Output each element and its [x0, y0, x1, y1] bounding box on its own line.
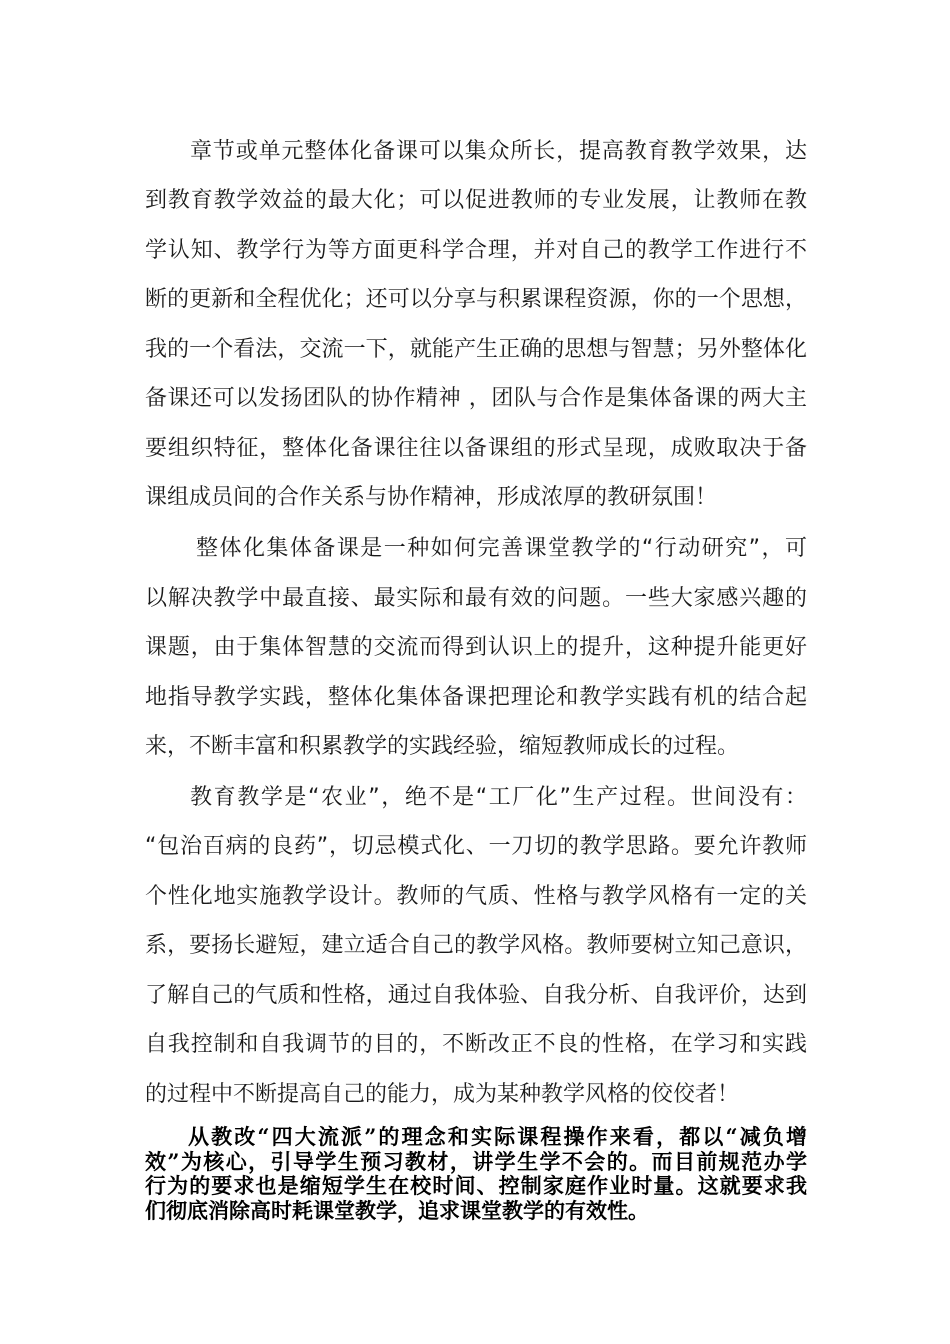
- paragraph-1-line-5: 我的一个看法，交流一下，就能产生正确的思想与智慧；另外整体化: [145, 337, 807, 362]
- paragraph-1-line-2: 到教育教学效益的最大化；可以促进教师的专业发展，让教师在教: [145, 188, 807, 213]
- paragraph-2-line-3: 课题，由于集体智慧的交流而得到认识上的提升，这种提升能更好: [145, 635, 807, 660]
- paragraph-3-line-4: 系，要扬长避短，建立适合自己的教学风格。教师要树立知己意识，: [145, 933, 807, 958]
- paragraph-2-line-2: 以解决教学中最直接、最实际和最有效的问题。一些大家感兴趣的: [145, 586, 807, 611]
- paragraph-1-line-4: 断的更新和全程优化；还可以分享与积累课程资源，你的一个思想，: [145, 287, 807, 312]
- paragraph-1-line-7: 要组织特征，整体化备课往往以备课组的形式呈现，成败取决于备: [145, 436, 807, 461]
- paragraph-3-line-1: 教育教学是“农业”，绝不是“工厂化”生产过程。世间没有：: [190, 785, 807, 810]
- paragraph-4-line-3: 行为的要求也是缩短学生在校时间、控制家庭作业时量。这就要求我: [145, 1173, 807, 1198]
- paragraph-3-line-5: 了解自己的气质和性格，通过自我体验、自我分析、自我评价，达到: [145, 983, 807, 1008]
- paragraph-1-line-3: 学认知、教学行为等方面更科学合理，并对自己的教学工作进行不: [145, 238, 807, 263]
- paragraph-3-line-2: “包治百病的良药”，切忌模式化、一刀切的教学思路。要允许教师: [145, 834, 807, 859]
- paragraph-1-line-6: 备课还可以发扬团队的协作精神 ，团队与合作是集体备课的两大主: [145, 386, 807, 411]
- paragraph-1-line-1: 章节或单元整体化备课可以集众所长，提高教育教学效果，达: [190, 139, 807, 164]
- paragraph-4-line-2: 效”为核心，引导学生预习教材，讲学生学不会的。而目前规范办学: [145, 1149, 807, 1174]
- paragraph-3-line-7: 的过程中不断提高自己的能力，成为某种教学风格的佼佼者！: [145, 1082, 740, 1107]
- paragraph-4-line-1: 从教改“四大流派”的理念和实际课程操作来看，都以“减负增: [188, 1124, 807, 1149]
- paragraph-2-line-5: 来，不断丰富和积累教学的实践经验，缩短教师成长的过程。: [145, 734, 740, 759]
- paragraph-3-line-3: 个性化地实施教学设计。教师的气质、性格与教学风格有一定的关: [145, 884, 807, 909]
- paragraph-2-line-1: 整体化集体备课是一种如何完善课堂教学的“行动研究”，可: [196, 536, 807, 561]
- paragraph-2-line-4: 地指导教学实践，整体化集体备课把理论和教学实践有机的结合起: [145, 685, 807, 710]
- paragraph-3-line-6: 自我控制和自我调节的目的，不断改正不良的性格，在学习和实践: [145, 1032, 807, 1057]
- paragraph-4-line-4: 们彻底消除高时耗课堂教学，追求课堂教学的有效性。: [145, 1198, 649, 1223]
- paragraph-1-line-8: 课组成员间的合作关系与协作精神，形成浓厚的教研氛围！: [145, 485, 718, 510]
